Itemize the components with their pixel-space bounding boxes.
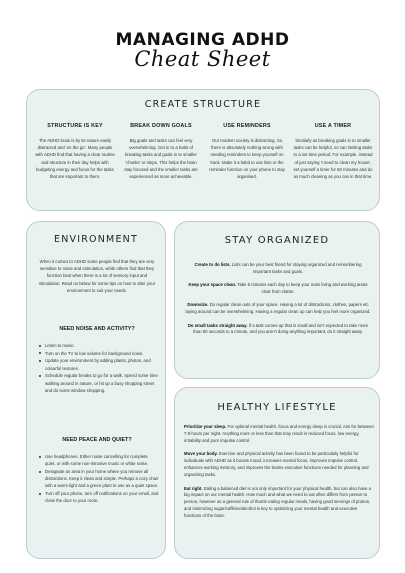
noise-list bbox=[39, 342, 159, 394]
healthy-item-text: For optimal mental health, focus and energy sleep is crucial. Aim for between 7-9 hours per night. Anything more or less than that may result in reduced focus, low energy, irritability and poor impulse control. bbox=[184, 424, 374, 443]
structure-column bbox=[207, 123, 287, 180]
healthy-item-text: Eating a balanced diet is not only important for your physical health, but can also have a big impact on our mental health. How much and what we need to eat often differs from person to person, however as a general rule of thumb eating regular meals, having good servings of protein, and minimizing sugar/caffeine/alcohol is key to optimizing your mental health and executive functions of the brain. bbox=[184, 485, 372, 518]
structure-column-text: Big goals and tasks can feel very overwhelming. Get in to a habit of breaking tasks and goals in to smaller 'chunks' or steps. This helps the brain stay focused and the smaller tasks are experienced as more achievable. bbox=[124, 138, 198, 180]
healthy-items bbox=[184, 424, 374, 527]
noise-heading: NEED NOISE AND ACTIVITY? bbox=[59, 326, 135, 332]
organized-item-text: Lists can be your best friend for staying organized and remembering important tasks and goals. bbox=[230, 262, 362, 274]
list-item: Listen to music. bbox=[39, 342, 159, 349]
structure-column-title: USE A TIMER bbox=[314, 123, 352, 129]
organized-item-text: If a task comes up that is small and isn't expected to take more than 50 seconds to a minute, and you aren't doing anything important, do it straight away. bbox=[193, 322, 369, 335]
organized-items bbox=[185, 262, 371, 343]
structure-column bbox=[121, 123, 201, 180]
create-structure-heading: CREATE STRUCTURE bbox=[144, 99, 262, 110]
page-subtitle: Cheat Sheet bbox=[134, 47, 271, 71]
organized-item bbox=[185, 262, 371, 275]
structure-column-text: Similarly as breaking goals in to smaller tasks can be helpful, so can limiting tasks to a set time period. For example, instead of just saying 'I need to clean my house', set yourself a timer for 50 minutes and do as much cleaning as you can in that time. bbox=[293, 138, 373, 180]
list-item: Turn on the TV to low volume for background noise. bbox=[39, 350, 159, 357]
stay-organized-card bbox=[174, 221, 380, 379]
quiet-heading: NEED PEACE AND QUIET? bbox=[62, 437, 132, 443]
list-item: Schedule regular breaks to go for a walk. Spend some time walking around in nature, or hit up a busy shopping street and do some window shopping. bbox=[39, 372, 159, 394]
healthy-lifestyle-card bbox=[174, 387, 380, 559]
structure-columns bbox=[35, 123, 373, 180]
page-title: MANAGING ADHD bbox=[115, 30, 290, 50]
healthy-item-lead: Prioritize your sleep. bbox=[184, 424, 227, 429]
environment-heading: ENVIRONMENT bbox=[54, 234, 138, 245]
list-item: Turn off your phone, turn off notifications on your email, and close the door to your room. bbox=[39, 490, 159, 504]
organized-item bbox=[185, 302, 371, 315]
structure-column-title: BREAK DOWN GOALS bbox=[130, 123, 192, 129]
create-structure-card bbox=[26, 89, 380, 211]
quiet-list bbox=[39, 453, 159, 505]
list-item: Update your environment by adding plants, photos, and colourful textures. bbox=[39, 357, 159, 371]
organized-item-lead: Keep your space clean. bbox=[188, 282, 237, 288]
healthy-item bbox=[184, 486, 374, 520]
healthy-item bbox=[184, 451, 374, 478]
organized-item bbox=[185, 282, 371, 295]
organized-item-lead: Downsize. bbox=[187, 302, 209, 308]
structure-column-title: STRUCTURE IS KEY bbox=[47, 123, 103, 129]
structure-column-text: The ADHD brain is by its nature easily distracted and 'on the go'. Many people with ADHD find that having a clear routine and structure in their day helps with budgeting energy and focus for the tasks that are important to them. bbox=[35, 138, 115, 180]
environment-card bbox=[26, 221, 166, 559]
organized-item-text: Take 5 minutes each day to keep your main living and working areas clear from clutter. bbox=[236, 282, 368, 294]
structure-column-text: Our modern society is distracting. So there is absolutely nothing wrong with needing reminders to keep yourself on track. Make it a habit to use lists or the reminder function on your phone to stay organised. bbox=[209, 138, 285, 180]
healthy-item-lead: Eat right. bbox=[184, 485, 203, 491]
organized-item-lead: Create to do lists. bbox=[194, 262, 231, 267]
organized-item-text: Do regular clean outs of your space. Having a lot of distractions, clothes, papers etc laying around can be overwhelming. Having a regular clean up can help you feel more organized. bbox=[185, 302, 371, 314]
structure-column bbox=[293, 123, 373, 180]
healthy-lifestyle-heading: HEALTHY LIFESTYLE bbox=[217, 402, 337, 413]
organized-item-lead: Do small tasks straight away. bbox=[187, 322, 248, 328]
structure-column-title: USE REMINDERS bbox=[223, 123, 271, 129]
healthy-item-text: Exercise and physical activity has been found to be particularly helpful for individuals with ADHD as it boosts mood, increases mental focus, improves impulse control, enhances working memory, and improves the brains executive functions needed for planning and organizing tasks. bbox=[184, 451, 369, 477]
organized-item bbox=[185, 323, 371, 336]
structure-column bbox=[35, 123, 115, 180]
environment-intro: When it comes to ADHD some people find that they are very sensitive to noise and stimulation, while others find that they function best when there is a lot of sensory input and stimulation. Read on below for some tips on how to alter your environment to suit your needs. bbox=[38, 259, 156, 293]
healthy-item-lead: Move your body. bbox=[184, 451, 218, 457]
list-item: Designate an area in your home where you remove all distractions. Keep it clean and simple. Perhaps a cozy chair with a warm light and a green plant to use as a quiet space. bbox=[39, 468, 159, 490]
stay-organized-heading: STAY ORGANIZED bbox=[224, 235, 330, 246]
list-item: Use headphones. Either noise cancelling for complete quiet, or with some non-intrusive music or white noise. bbox=[39, 453, 159, 467]
healthy-item bbox=[184, 424, 374, 444]
